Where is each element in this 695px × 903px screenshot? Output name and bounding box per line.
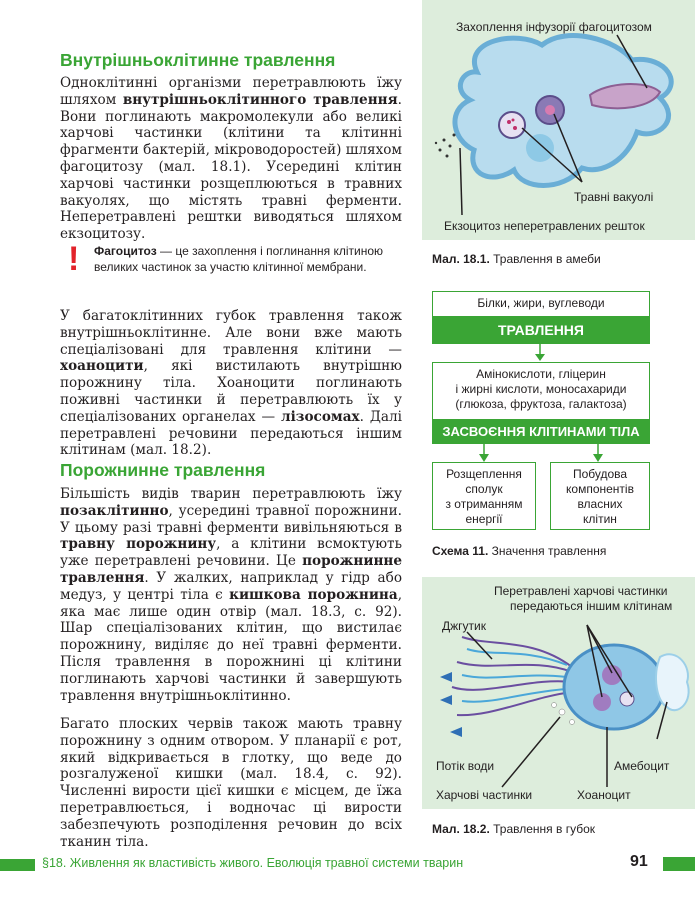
scheme-box-build: Побудова компонентів власних клітин [550, 462, 650, 530]
label-choanocyte: Хоаноцит [577, 788, 631, 802]
footer-accent-right [663, 857, 695, 871]
scheme-box-energy: Розщеплення сполук з отриманням енергії [432, 462, 536, 530]
scheme-box-nutrients: Білки, жири, вуглеводи [432, 291, 650, 317]
amoeba-illustration [422, 0, 695, 240]
label-exocytosis: Екзоцитоз неперетравлених решток [444, 219, 645, 233]
paragraph-sponges: У багатоклітинних губок травлення також внутрішньоклітинне. Але вони вже мають спеціалізовані для травлення клітини — хоаноцити, які вистилають внутрішню порожнину тіла. Хоаноцити поглинають поживні частинки й перетравлюють їх у спеціалізованих органелах — лізосомах. Далі перетравлені речовини передаються іншим клітинам (мал. 18.2). [60, 308, 402, 459]
label-water-flow: Потік води [436, 759, 495, 773]
nucleus [526, 134, 554, 162]
figure-sponge [422, 577, 695, 809]
label-flagellum: Джгутик [442, 619, 486, 633]
note-text: Фагоцитоз — це захоплення і поглинання клітиною великих частинок за участю клітинної мембрани. [94, 244, 384, 274]
scheme-bar-assimilation: ЗАСВОЄННЯ КЛІТИНАМИ ТІЛА [432, 420, 650, 444]
label-transfer-1: Перетравлені харчові частинки [494, 584, 668, 598]
page-number: 91 [630, 853, 648, 870]
label-phagocytosis: Захоплення інфузорії фагоцитозом [456, 20, 652, 34]
label-transfer-2: передаються іншим клітинам [510, 599, 673, 613]
scheme-box-products: Амінокислоти, гліцерин і жирні кислоти, моносахариди (глюкоза, фруктоза, галактоза) [432, 362, 650, 420]
scheme-arrow-1 [532, 344, 548, 362]
label-amoebocyte: Амебоцит [614, 759, 670, 773]
footer-chapter-title: §18. Живлення як властивість живого. Еволюція травної системи тварин [42, 856, 464, 870]
water-flow-arrows [440, 672, 462, 737]
exocytosis-particles [435, 134, 456, 158]
scheme-arrows-split [432, 444, 650, 464]
paragraph-flatworms: Багато плоских червів також мають травну порожнину з одним отвором. У планарії є рот, який відкривається в глотку, що веде до розгалуженої кишки (мал. 18.4, с. 92). Численні вирости цієї кишки є місцем, де їжа перетравлюється, і водночас ці вирости забезпечують розподілення речовин до всіх тканин тіла. [60, 716, 402, 850]
section-title-intracellular: Внутрішньоклітинне травлення [60, 50, 336, 70]
section-title-cavity: Порожнинне травлення [60, 460, 266, 480]
scheme-bar-digestion: ТРАВЛЕННЯ [432, 317, 650, 344]
paragraph-intracellular: Одноклітинні організми перетравлюють їжу шляхом внутрішньоклітинного травлення. Вони поглинають макромолекули або великі харчові частинки (клітини та клітинні фрагменти бактерій, мікроводоростей) шляхом фагоцитозу (мал. 18.1). Усередині клітин харчові частинки розщеплюються в травних вакуолях, що містять травні ферменти. Неперетравлені рештки виводяться шляхом екзоцитозу. [60, 75, 402, 243]
caption-fig-18-1: Мал. 18.1. Травлення в амеби [432, 252, 601, 266]
amoebocyte-cell [656, 654, 689, 710]
figure-amoeba [422, 0, 695, 240]
caption-fig-18-2: Мал. 18.2. Травлення в губок [432, 822, 596, 836]
paragraph-cavity: Більшість видів тварин перетравлюють їжу позаклітинно, усередині травної порожнини. У цьому разі травні ферменти вивільняються в травну порожнину, а клітини всмоктують уже перетравлені речовини. Це порожнинне травлення. У жалких, наприклад у гідр або медуз, у центрі тіла є кишкова порожнина, яка має лише один отвір (мал. 18.3, с. 92). Шар спеціалізованих клітин, що вистилає порожнину, виділяє до неї травні ферменти. Після травлення в порожнині ці клітини поглинають харчові частинки й завершують травлення внутрішньоклітинно. [60, 486, 403, 704]
vacuole-particles [499, 112, 525, 138]
choanocyte-cell [564, 645, 664, 729]
label-vacuoles: Травні вакуолі [574, 190, 654, 204]
caption-scheme-11: Схема 11. Значення травлення [432, 544, 607, 558]
label-food-particles: Харчові частинки [436, 788, 533, 802]
footer-accent-left [0, 859, 35, 871]
exclamation-icon: ! [68, 240, 80, 278]
page-footer [0, 848, 695, 878]
